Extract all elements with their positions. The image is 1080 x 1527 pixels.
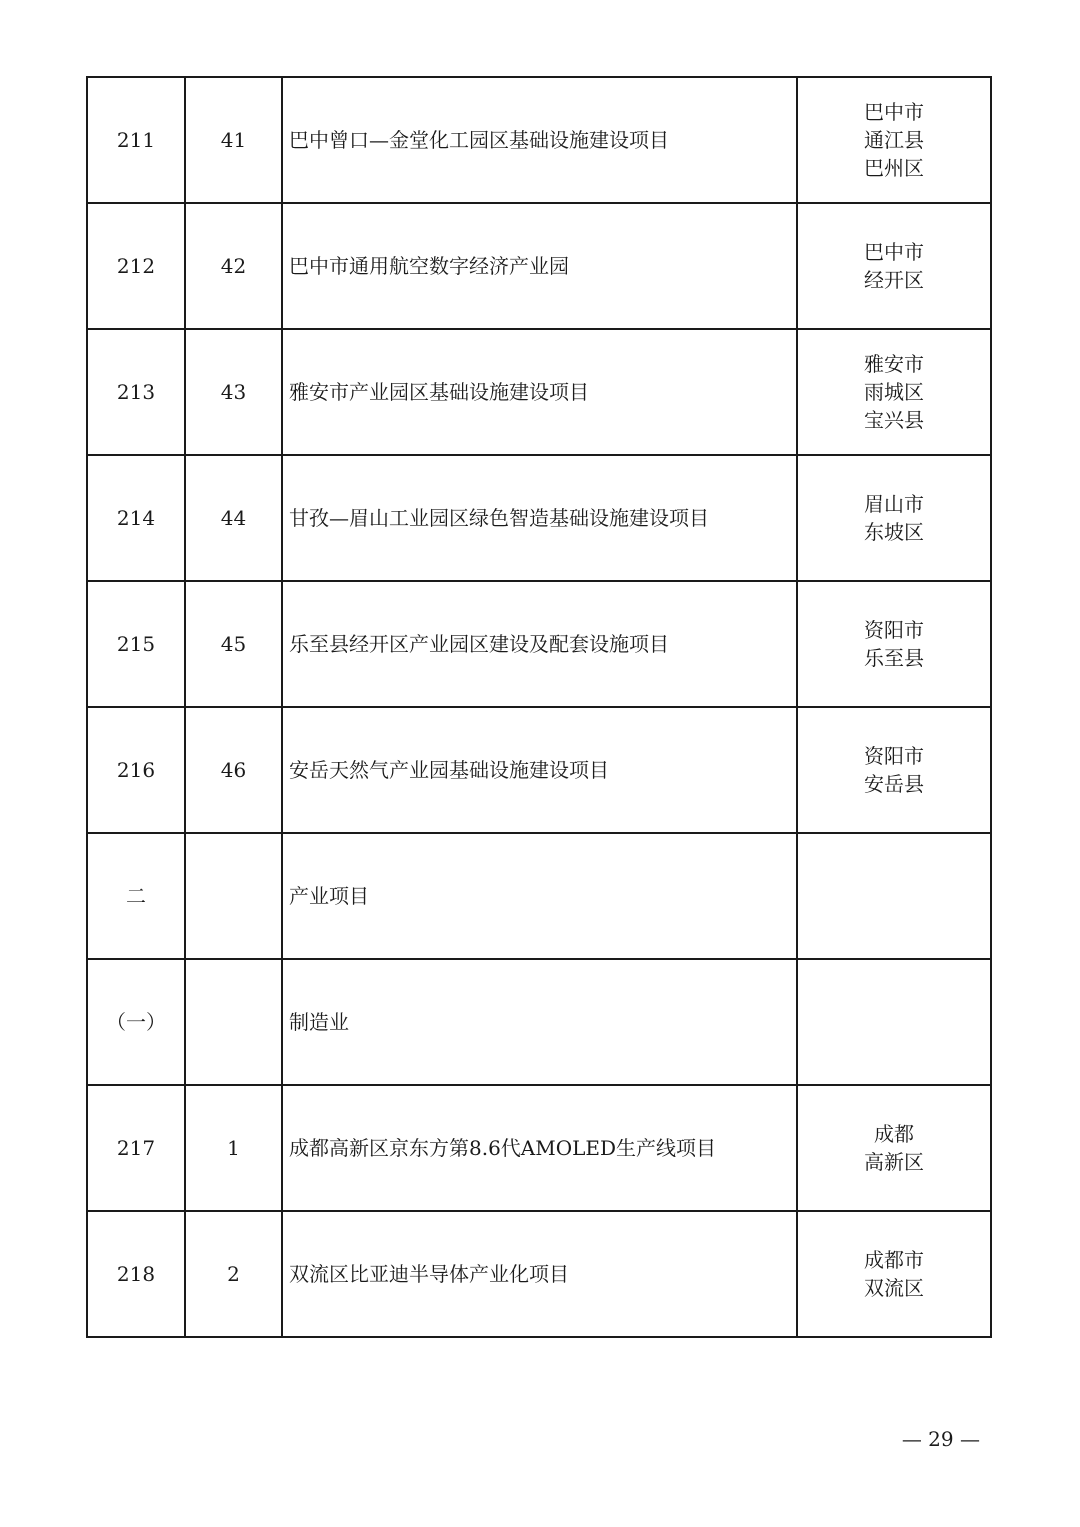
table-row	[87, 581, 991, 707]
seq-cell: 215	[87, 581, 185, 707]
sub-seq-cell: 45	[185, 581, 282, 707]
location-line: 通江县	[864, 128, 924, 152]
table-row	[87, 203, 991, 329]
sub-seq-cell: 41	[185, 77, 282, 203]
location-line: 雅安市	[864, 352, 924, 376]
sub-seq-cell: 42	[185, 203, 282, 329]
project-name-cell: 乐至县经开区产业园区建设及配套设施项目	[282, 581, 797, 707]
sub-seq-cell	[185, 833, 282, 959]
table-row	[87, 329, 991, 455]
sub-seq-cell: 43	[185, 329, 282, 455]
location-cell	[797, 1085, 991, 1211]
location-line: 巴中市	[864, 100, 924, 124]
seq-cell: 213	[87, 329, 185, 455]
location-line: 眉山市	[864, 492, 924, 516]
section-title-cell: 产业项目	[282, 833, 797, 959]
project-table	[86, 76, 992, 1338]
seq-cell: 211	[87, 77, 185, 203]
project-name-cell: 成都高新区京东方第8.6代AMOLED生产线项目	[282, 1085, 797, 1211]
project-name-cell: 雅安市产业园区基础设施建设项目	[282, 329, 797, 455]
location-line: 成都	[874, 1122, 914, 1146]
seq-cell: 217	[87, 1085, 185, 1211]
location-line: 资阳市	[864, 744, 924, 768]
page-number: — 29 —	[901, 1427, 980, 1451]
location-cell	[797, 203, 991, 329]
location-line: 成都市	[864, 1248, 924, 1272]
sub-seq-cell: 44	[185, 455, 282, 581]
location-line: 东坡区	[864, 520, 924, 544]
location-cell	[797, 329, 991, 455]
project-name-cell: 巴中曾口—金堂化工园区基础设施建设项目	[282, 77, 797, 203]
location-line: 经开区	[864, 268, 924, 292]
project-name-cell: 双流区比亚迪半导体产业化项目	[282, 1211, 797, 1337]
location-cell	[797, 77, 991, 203]
location-line: 巴州区	[864, 156, 924, 180]
location-line: 高新区	[864, 1150, 924, 1174]
project-name-cell: 巴中市通用航空数字经济产业园	[282, 203, 797, 329]
location-line: 资阳市	[864, 618, 924, 642]
seq-cell: 214	[87, 455, 185, 581]
table-row	[87, 707, 991, 833]
location-cell	[797, 959, 991, 1085]
location-line: 宝兴县	[864, 408, 924, 432]
location-line: 双流区	[864, 1276, 924, 1300]
location-cell	[797, 1211, 991, 1337]
location-line: 乐至县	[864, 646, 924, 670]
seq-cell: 216	[87, 707, 185, 833]
section-row	[87, 833, 991, 959]
location-cell	[797, 581, 991, 707]
section-seq-cell: （一）	[87, 959, 185, 1085]
sub-seq-cell: 2	[185, 1211, 282, 1337]
table-row	[87, 77, 991, 203]
sub-seq-cell: 1	[185, 1085, 282, 1211]
sub-seq-cell	[185, 959, 282, 1085]
location-line: 安岳县	[864, 772, 924, 796]
project-name-cell: 甘孜—眉山工业园区绿色智造基础设施建设项目	[282, 455, 797, 581]
section-title-cell: 制造业	[282, 959, 797, 1085]
location-cell	[797, 707, 991, 833]
location-cell	[797, 455, 991, 581]
section-row	[87, 959, 991, 1085]
seq-cell: 218	[87, 1211, 185, 1337]
table-row	[87, 455, 991, 581]
location-line: 巴中市	[864, 240, 924, 264]
project-name-cell: 安岳天然气产业园基础设施建设项目	[282, 707, 797, 833]
seq-cell: 212	[87, 203, 185, 329]
location-line: 雨城区	[864, 380, 924, 404]
table-row	[87, 1211, 991, 1337]
section-seq-cell: 二	[87, 833, 185, 959]
sub-seq-cell: 46	[185, 707, 282, 833]
table-row	[87, 1085, 991, 1211]
location-cell	[797, 833, 991, 959]
